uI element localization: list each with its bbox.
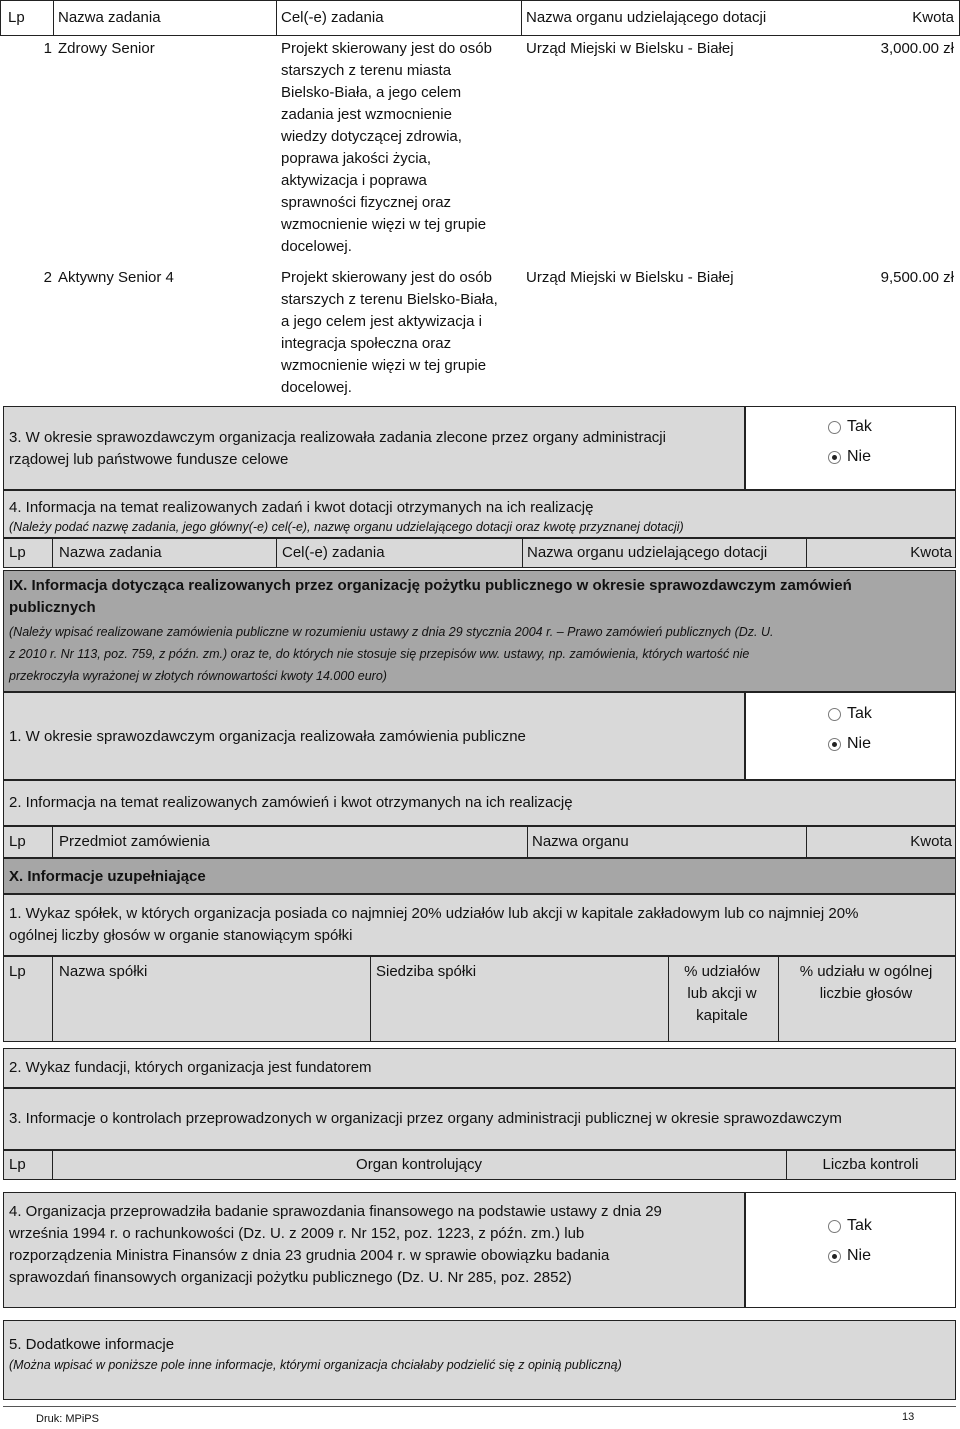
table-row [0,266,960,404]
section-4-note: (Należy podać nazwę zadania, jego główny(-e) cel(-e), nazwę organu udzielającego dotacji oraz kwotę przyznanej dotacji) [9,520,684,534]
task-table-header [0,0,960,36]
section-ix-radio-box [745,692,956,780]
row-organ: Urząd Miejski w Bielsku - Białej [526,269,734,286]
radio-selected-icon [828,738,841,751]
section-x-q3: 3. Informacje o kontrolach przeprowadzonych w organizacji przez organy administracji publicznej w okresie sprawozdawczym [3,1088,956,1150]
section-x-header [3,858,956,894]
radio-icon [828,708,841,721]
table-row [0,36,960,266]
row-task-name: Zdrowy Senior [58,40,155,57]
radio-selected-icon [828,1250,841,1263]
section-ix-note: (Należy wpisać realizowane zamówienia publiczne w rozumieniu ustawy z dnia 29 stycznia 2004 r. – Prawo zamówień publicznych (Dz. U. z 2010 r. Nr 113, poz. 759, z późn. zm.) oraz te, do których nie stosuje się przepisów ww. ustawy, np. zamówienia, których wartość nie przekroczyła wyrażonej w złotych równowartości kwoty 14.000 euro) [9,625,774,683]
row-lp: 1 [43,40,52,57]
section-ix-q2: 2. Informacja na temat realizowanych zamówień i kwot otrzymanych na ich realizację [3,780,956,826]
row-goal: Projekt skierowany jest do osób starszych z terenu miasta Bielsko-Biała, a jego celem zadania jest wzmocnienie wiedzy dotyczącej zdrowia, poprawa jakości życia, aktywizacja i poprawa sprawności fizycznej oraz wzmocnienie więzi w tej grupie docelowej. [281,40,492,255]
col-lp: Lp [8,9,25,26]
section-ix-title: IX. Informacja dotycząca realizowanych przez organizację pożytku publicznego w okresie sprawozdawczym zamówień publicznych [9,577,852,616]
row-amount: 3,000.00 zł [880,40,954,57]
row-lp: 2 [43,269,52,286]
radio-icon [828,421,841,434]
col-organ: Nazwa organu udzielającego dotacji [526,9,767,26]
section-ix-q1: 1. W okresie sprawozdawczym organizacja realizowała zamówienia publiczne [3,692,745,780]
section-3-radio-box [745,406,956,490]
radio-nie[interactable]: Nie [828,1241,872,1271]
col-amount: Kwota [912,9,954,26]
col-goal: Cel(-e) zadania [281,9,384,26]
col-task-name: Nazwa zadania [58,9,161,26]
section-x-title: X. Informacje uzupełniające [9,868,206,885]
radio-selected-icon [828,451,841,464]
section-4 [3,490,956,538]
radio-nie[interactable]: Nie [828,442,872,472]
section-x-q5: 5. Dodatkowe informacje (Można wpisać w poniższe pole inne informacje, którymi organizacja chciałaby podzielić się z opinią publiczną) [3,1320,956,1400]
row-task-name: Aktywny Senior 4 [58,269,174,286]
radio-tak[interactable]: Tak [828,412,872,442]
page-number: 13 [902,1411,915,1423]
row-goal: Projekt skierowany jest do osób starszych z terenu Bielsko-Biała, a jego celem jest aktywizacja i integracja społeczna oraz wzmocnienie więzi w tej grupie docelowej. [281,269,498,396]
section-ix-header [3,570,956,692]
section-x-q1-header: Lp Nazwa spółki Siedziba spółki % udziałów lub akcji w kapitale % udziału w ogólnej liczbie głosów [3,956,956,1042]
section-x-q4: 4. Organizacja przeprowadziła badanie sprawozdania finansowego na podstawie ustawy z dnia 29 września 1994 r. o rachunkowości (Dz. U. z 2009 r. Nr 152, poz. 1223, z późn. zm.) lub rozporządzenia Ministra Finansów z dnia 23 grudnia 2004 r. w sprawie obowiązku badania sprawozdań finansowych organizacji pożytku publicznego (Dz. U. Nr 285, poz. 2852) [3,1192,745,1308]
footer-rule [3,1406,956,1407]
section-4-title: 4. Informacja na temat realizowanych zadań i kwot dotacji otrzymanych na ich realizację [9,499,594,516]
section-x-q2: 2. Wykaz fundacji, których organizacja jest fundatorem [3,1048,956,1088]
section-ix-q2-header: Lp Przedmiot zamówienia Nazwa organu Kwota [3,826,956,858]
task-table [0,0,960,404]
section-3-question: 3. W okresie sprawozdawczym organizacja realizowała zadania zlecone przez organy administracji rządowej lub państwowe fundusze celowe [3,406,745,490]
section-x-q3-header: Lp Organ kontrolujący Liczba kontroli [3,1150,956,1180]
footer-print-label: Druk: MPiPS [36,1413,99,1425]
section-x-q1: 1. Wykaz spółek, w których organizacja posiada co najmniej 20% udziałów lub akcji w kapitale zakładowym lub co najmniej 20% ogólnej liczby głosów w organie stanowiącym spółki [3,894,956,956]
row-amount: 9,500.00 zł [880,269,954,286]
section-x-q4-radio-box [745,1192,956,1308]
section-4-header: Lp Nazwa zadania Cel(-e) zadania Nazwa organu udzielającego dotacji Kwota [3,538,956,568]
radio-tak[interactable]: Tak [828,699,872,729]
radio-icon [828,1220,841,1233]
radio-nie[interactable]: Nie [828,729,872,759]
row-organ: Urząd Miejski w Bielsku - Białej [526,40,734,57]
radio-tak[interactable]: Tak [828,1211,872,1241]
